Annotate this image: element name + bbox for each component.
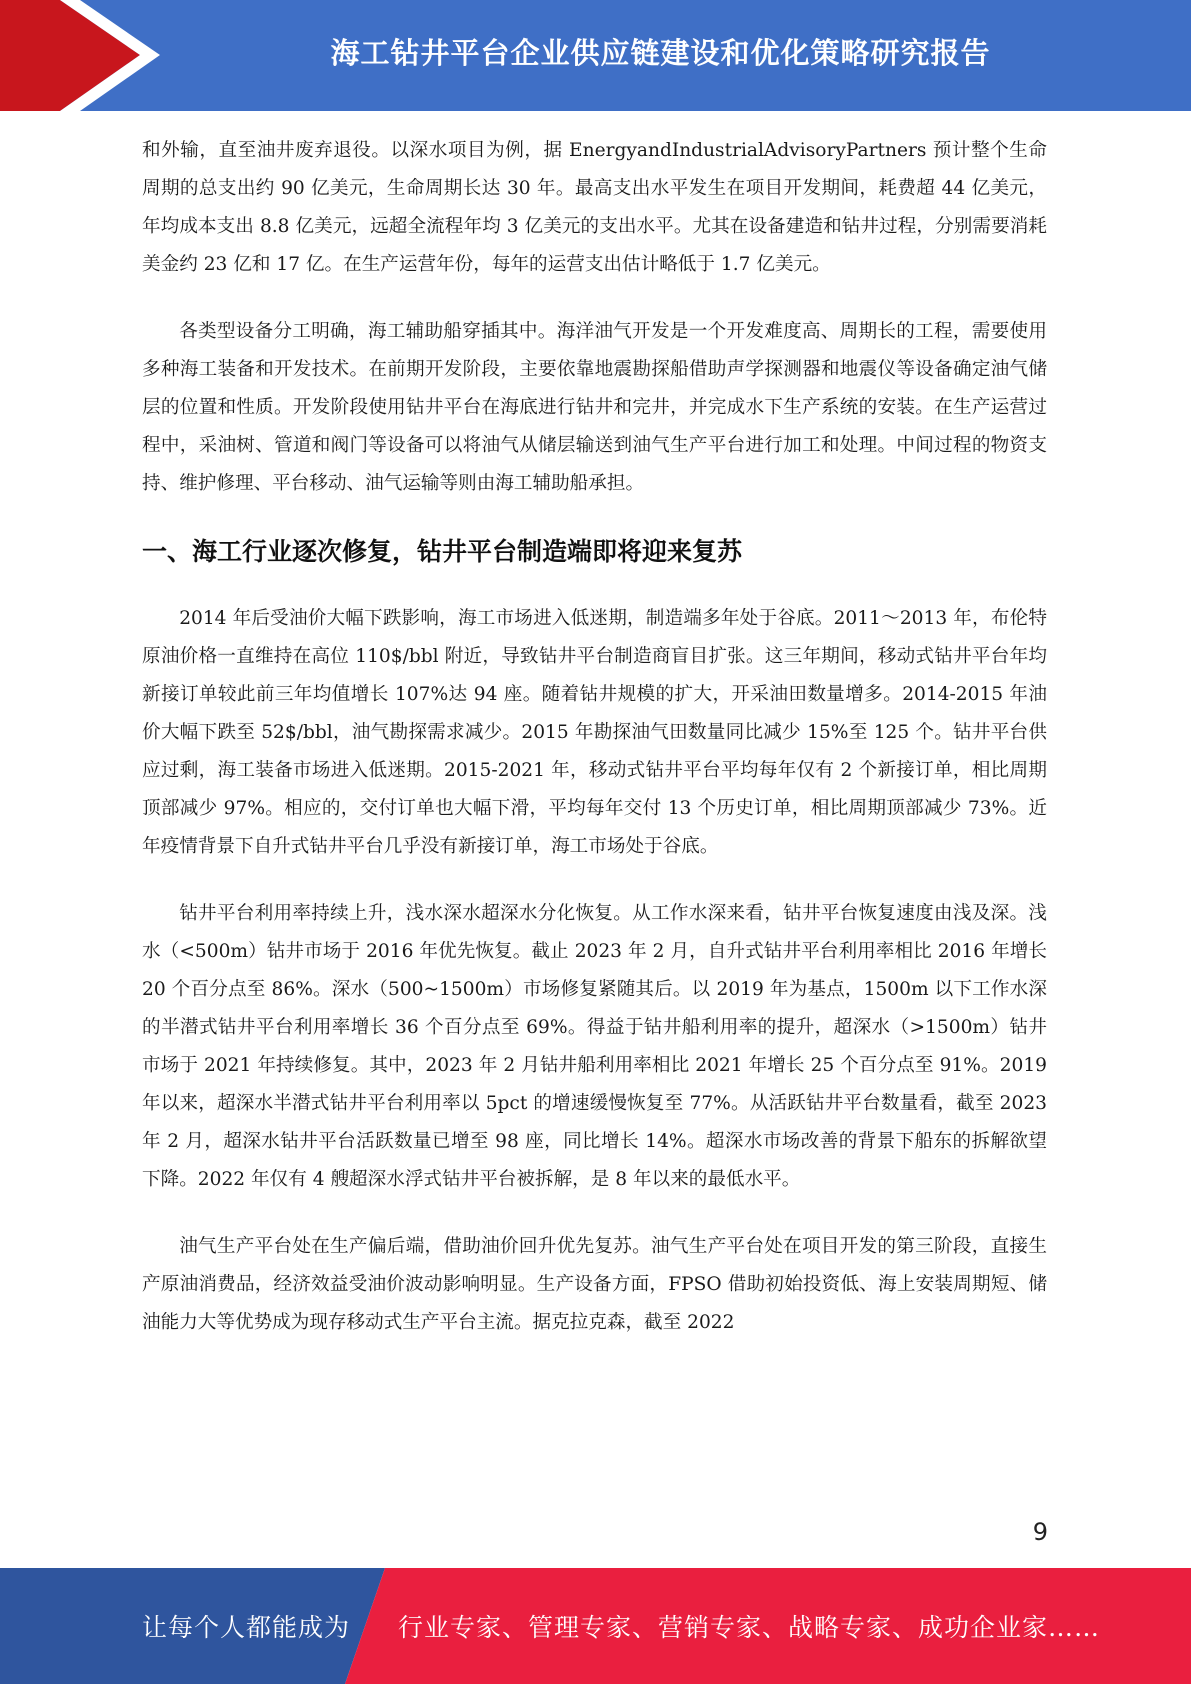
paragraph: 2014 年后受油价大幅下跌影响，海工市场进入低迷期，制造端多年处于谷底。2011～2013 年，布伦特原油价格一直维持在高位 110$/bbl 附近，导致钻井平台制造商盲目扩张。这三年期间，移动式钻井平台年均新接订单较此前三年均值增长 107%达 94 座。随着钻井规模的扩大，开采油田数量增多。2014-2015 年油价大幅下跌至 52$/bbl，油气勘探需求减少。2015 年勘探油气田数量同比减少 15%至 125 个。钻井平台供应过剩，海工装备市场进入低迷期。2015-2021 年，移动式钻井平台平均每年仅有 2 个新接订单，相比周期顶部减少 97%。相应的，交付订单也大幅下滑，平均每年交付 13 个历史订单，相比周期顶部减少 73%。近年疫情背景下自升式钻井平台几乎没有新接订单，海工市场处于谷底。	[142, 608, 1047, 857]
paragraph: 钻井平台利用率持续上升，浅水深水超深水分化恢复。从工作水深来看，钻井平台恢复速度由浅及深。浅水（<500m）钻井市场于 2016 年优先恢复。截止 2023 年 2 月，自升式钻井平台利用率相比 2016 年增长 20 个百分点至 86%。深水（500~1500m）市场修复紧随其后。以 2019 年为基点，1500m 以下工作水深的半潜式钻井平台利用率增长 36 个百分点至 69%。得益于钻井船利用率的提升，超深水（>1500m）钻井市场于 2021 年持续修复。其中，2023 年 2 月钻井船利用率相比 2021 年增长 25 个百分点至 91%。2019 年以来，超深水半潜式钻井平台利用率以 5pct 的增速缓慢恢复至 77%。从活跃钻井平台数量看，截至 2023 年 2 月，超深水钻井平台活跃数量已增至 98 座，同比增长 14%。超深水市场改善的背景下船东的拆解欲望下降。2022 年仅有 4 艘超深水浮式钻井平台被拆解，是 8 年以来的最低水平。	[142, 903, 1047, 1190]
page-number: 9	[1032, 1518, 1048, 1546]
paragraph: 和外输，直至油井废弃退役。以深水项目为例，据 EnergyandIndustrialAdvisoryPartners 预计整个生命周期的总支出约 90 亿美元，生命周期长达 30 年。最高支出水平发生在项目开发期间，耗费超 44 亿美元，年均成本支出 8.8 亿美元，远超全流程年均 3 亿美元的支出水平。尤其在设备建造和钻井过程，分别需要消耗美金约 23 亿和 17 亿。在生产运营年份，每年的运营支出估计略低于 1.7 亿美元。	[142, 140, 1047, 275]
red-chevron-shape	[0, 0, 140, 111]
paragraph: 各类型设备分工明确，海工辅助船穿插其中。海洋油气开发是一个开发难度高、周期长的工程，需要使用多种海工装备和开发技术。在前期开发阶段，主要依靠地震勘探船借助声学探测器和地震仪等设备确定油气储层的位置和性质。开发阶段使用钻井平台在海底进行钻井和完井，并完成水下生产系统的安装。在生产运营过程中，采油树、管道和阀门等设备可以将油气从储层输送到油气生产平台进行加工和处理。中间过程的物资支持、维护修理、平台移动、油气运输等则由海工辅助船承担。	[142, 321, 1047, 494]
section-heading: 一、海工行业逐次修复，钻井平台制造端即将迎来复苏	[142, 537, 743, 566]
footer-slogan-left: 让每个人都能成为	[142, 1613, 351, 1642]
header-banner	[0, 0, 1191, 111]
footer-slogan-right: 行业专家、管理专家、营销专家、战略专家、成功企业家……	[398, 1613, 1101, 1642]
report-title: 海工钻井平台企业供应链建设和优化策略研究报告	[330, 35, 991, 70]
paragraph: 油气生产平台处在生产偏后端，借助油价回升优先复苏。油气生产平台处在项目开发的第三阶段，直接生产原油消费品，经济效益受油价波动影响明显。生产设备方面，FPSO 借助初始投资低、海上安装周期短、储油能力大等优势成为现存移动式生产平台主流。据克拉克森，截至 2022	[142, 1236, 1047, 1333]
document-body	[142, 132, 1047, 1371]
footer-banner	[0, 1568, 1191, 1684]
